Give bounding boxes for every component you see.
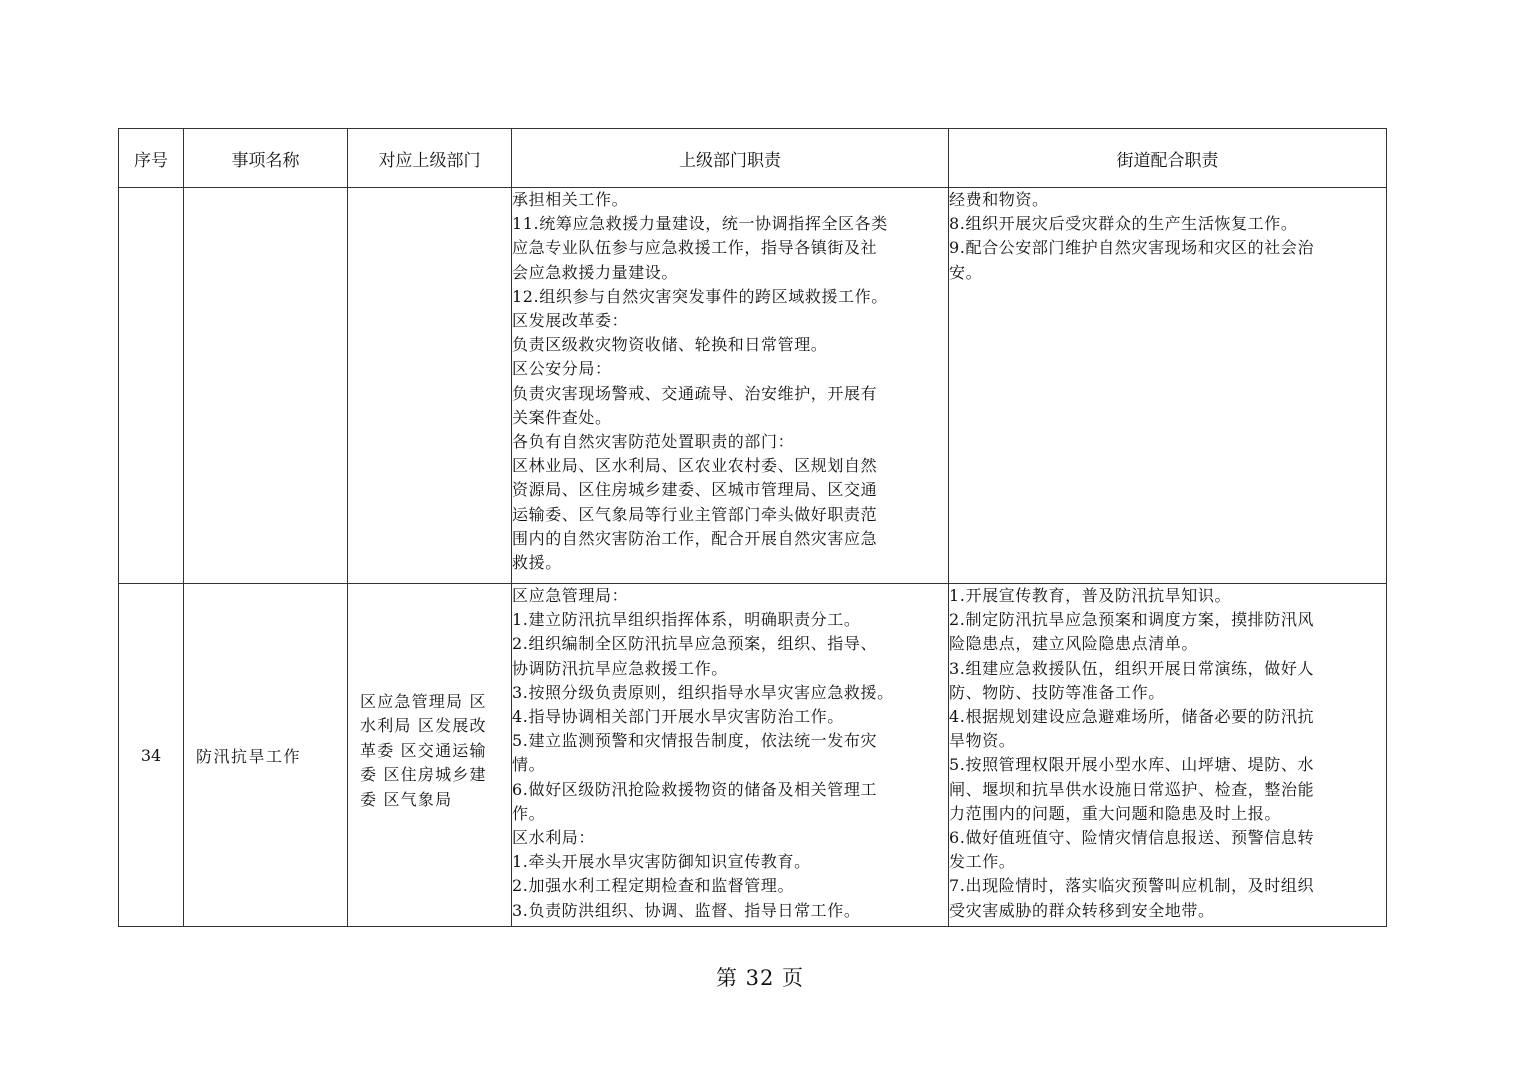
duty-table (118, 128, 1387, 927)
duty-line: 情。 (512, 755, 546, 775)
item-name-cell (184, 188, 348, 584)
duty-line: 6.做好值班值守、险情灾情信息报送、预警信息转 (949, 828, 1315, 848)
page-number: 第 32 页 (715, 966, 805, 990)
duty-line: 2.加强水利工程定期检查和监督管理。 (512, 876, 795, 896)
dept-line: 革委 区交通运输 (360, 740, 487, 760)
duty-line: 7.出现险情时，落实临灾预警叫应机制，及时组织 (949, 876, 1315, 896)
duty-line: 围内的自然灾害防治工作，配合开展自然灾害应急 (512, 528, 878, 548)
dept-line: 区应急管理局 区 (360, 691, 487, 711)
duty-line: 安。 (949, 262, 983, 282)
duty-line: 9.配合公安部门维护自然灾害现场和灾区的社会治 (949, 238, 1315, 258)
header-item-name: 事项名称 (184, 129, 348, 188)
duty-line: 区水利局： (512, 828, 596, 848)
upper-duty-cell (512, 188, 949, 584)
duty-line: 资源局、区住房城乡建委、区城市管理局、区交通 (512, 480, 878, 500)
duty-line: 3.按照分级负责原则，组织指导水旱灾害应急救援。 (512, 682, 894, 702)
duty-line: 各负有自然灾害防范处置职责的部门： (512, 432, 795, 452)
duty-line: 6.做好区级防汛抢险救援物资的储备及相关管理工 (512, 779, 878, 799)
duty-line: 救援。 (512, 553, 562, 573)
dept-line: 水利局 区发展改 (360, 716, 487, 736)
duty-line: 区公安分局： (512, 359, 612, 379)
duty-line: 负责区级救灾物资收储、轮换和日常管理。 (512, 335, 828, 355)
street-duty-cell (949, 584, 1387, 927)
duty-line: 1.牵头开展水旱灾害防御知识宣传教育。 (512, 852, 811, 872)
duty-line: 闸、堰坝和抗旱供水设施日常巡护、检查，整治能 (949, 779, 1315, 799)
index-cell (119, 188, 184, 584)
duty-line: 4.指导协调相关部门开展水旱灾害防治工作。 (512, 707, 844, 727)
duty-line: 区林业局、区水利局、区农业农村委、区规划自然 (512, 456, 878, 476)
duty-line: 关案件查处。 (512, 407, 612, 427)
dept-line: 委 区住房城乡建 (360, 765, 487, 785)
header-index: 序号 (119, 129, 184, 188)
header-row (119, 129, 1387, 188)
duty-line: 协调防汛抗旱应急救援工作。 (512, 658, 728, 678)
duty-line: 11.统筹应急救援力量建设，统一协调指挥全区各类 (512, 214, 888, 234)
duty-line: 1.建立防汛抗旱组织指挥体系，明确职责分工。 (512, 610, 861, 630)
header-street-duty: 街道配合职责 (949, 129, 1387, 188)
duty-line: 5.建立监测预警和灾情报告制度，依法统一发布灾 (512, 731, 878, 751)
upper-dept-cell (348, 584, 512, 927)
item-name-cell: 防汛抗旱工作 (184, 584, 348, 927)
duty-line: 承担相关工作。 (512, 190, 629, 209)
duty-line: 区应急管理局： (512, 586, 629, 605)
duty-line: 经费和物资。 (949, 190, 1049, 209)
header-upper-duty: 上级部门职责 (512, 129, 949, 188)
duty-line: 8.组织开展灾后受灾群众的生产生活恢复工作。 (949, 214, 1298, 234)
duty-line: 运输委、区气象局等行业主管部门牵头做好职责范 (512, 504, 878, 524)
dept-line: 委 区气象局 (360, 789, 453, 809)
table-row (119, 584, 1387, 927)
index-cell: 34 (119, 584, 184, 927)
street-duty-cell (949, 188, 1387, 584)
duty-line: 应急专业队伍参与应急救援工作，指导各镇街及社 (512, 238, 878, 258)
upper-dept-cell (348, 188, 512, 584)
duty-line: 受灾害威胁的群众转移到安全地带。 (949, 900, 1215, 920)
table-row (119, 188, 1387, 584)
duty-line: 负责灾害现场警戒、交通疏导、治安维护，开展有 (512, 383, 878, 403)
duty-line: 会应急救援力量建设。 (512, 262, 679, 282)
duty-line: 2.制定防汛抗旱应急预案和调度方案，摸排防汛风 (949, 610, 1315, 630)
upper-duty-cell (512, 584, 949, 927)
duty-line: 险隐患点，建立风险隐患点清单。 (949, 634, 1199, 654)
duty-line: 防、物防、技防等准备工作。 (949, 682, 1165, 702)
duty-line: 3.负责防洪组织、协调、监督、指导日常工作。 (512, 900, 861, 920)
duty-line: 作。 (512, 803, 546, 823)
duty-line: 12.组织参与自然灾害突发事件的跨区域救援工作。 (512, 286, 888, 306)
duty-line: 1.开展宣传教育，普及防汛抗旱知识。 (949, 586, 1232, 605)
header-upper-dept: 对应上级部门 (348, 129, 512, 188)
duty-line: 发工作。 (949, 852, 1016, 872)
duty-line: 力范围内的问题，重大问题和隐患及时上报。 (949, 803, 1282, 823)
duty-line: 区发展改革委： (512, 311, 629, 331)
duty-line: 4.根据规划建设应急避难场所，储备必要的防汛抗 (949, 707, 1315, 727)
duty-line: 旱物资。 (949, 731, 1016, 751)
duty-line: 2.组织编制全区防汛抗旱应急预案，组织、指导、 (512, 634, 878, 654)
duty-line: 3.组建应急救援队伍，组织开展日常演练，做好人 (949, 658, 1315, 678)
duty-line: 5.按照管理权限开展小型水库、山坪塘、堤防、水 (949, 755, 1315, 775)
